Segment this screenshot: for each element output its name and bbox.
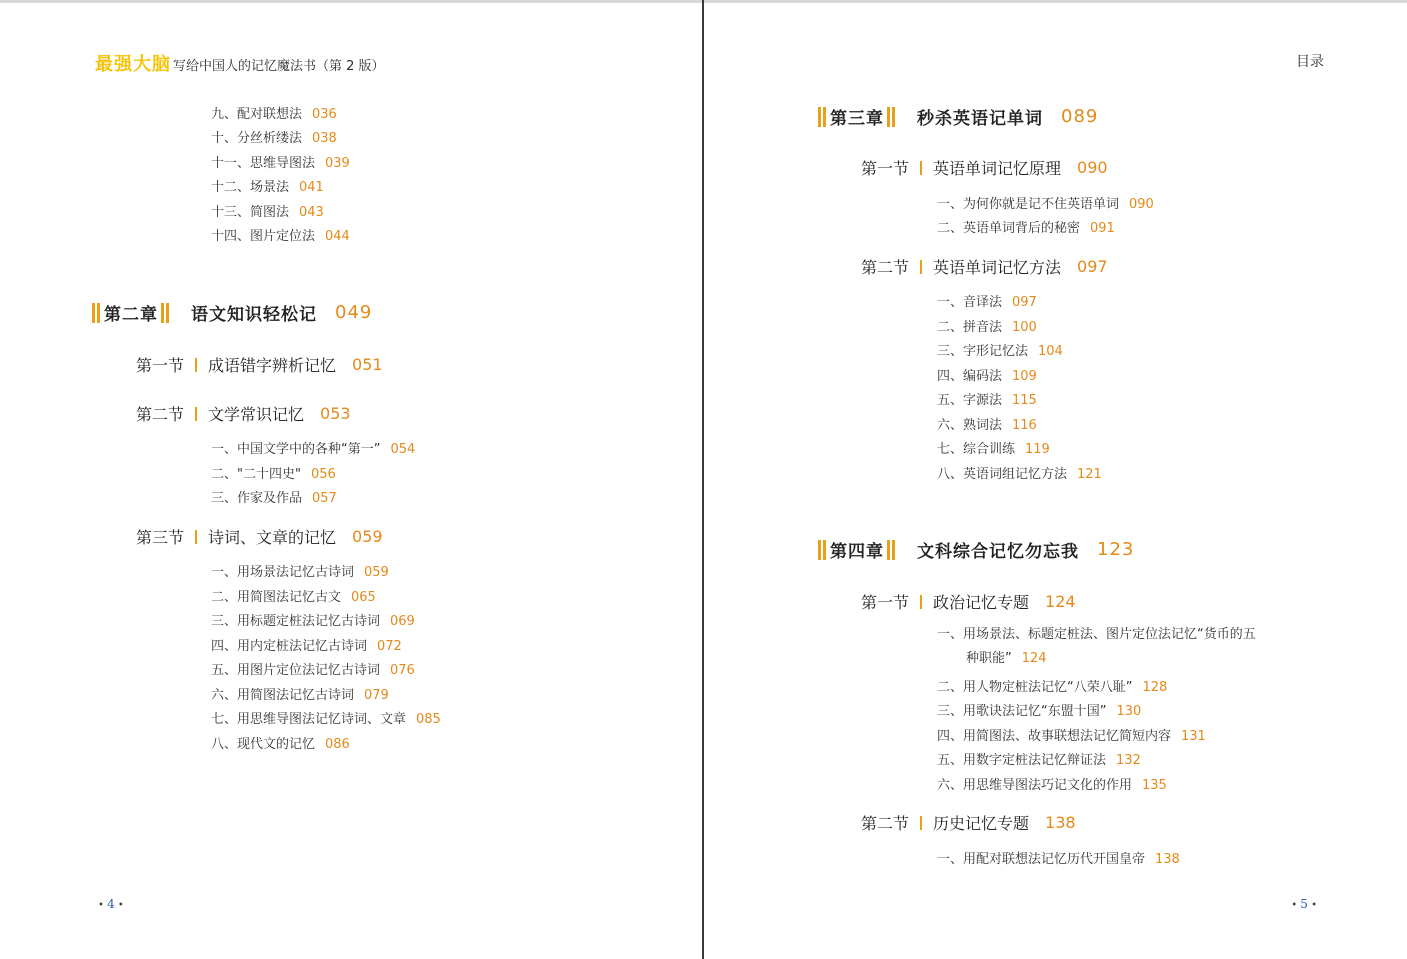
toc-item[interactable]: 八、现代文的记忆 086 [211,737,350,752]
chapter-page: 049 [335,302,373,323]
page-number: • 5 • [1291,897,1317,911]
toc-item[interactable]: 四、编码法 109 [937,369,1037,384]
book-title: 写给中国人的记忆魔法书（第 2 版） [173,59,385,74]
toc-item[interactable]: 一、用场景法、标题定桩法、图片定位法记忆“货币的五 种职能” 124 [937,627,1256,666]
toc-item[interactable]: 七、用思维导图法记忆诗词、文章 085 [211,712,441,727]
toc-item[interactable]: 四、用内定桩法记忆古诗词 072 [211,639,402,654]
toc-item[interactable]: 十、分丝析缕法 038 [211,131,337,146]
toc-item[interactable]: 五、字源法 115 [937,393,1037,408]
toc-item[interactable]: 六、用思维导图法巧记文化的作用 135 [937,778,1167,793]
toc-item[interactable]: 一、中国文学中的各种“第一” 054 [211,442,416,457]
toc-item[interactable]: 十二、场景法 041 [211,180,324,195]
toc-item[interactable]: 十一、思维导图法 039 [211,156,350,171]
section-heading[interactable]: 第二节 历史记忆专题 138 [861,813,1076,833]
toc-item[interactable]: 六、熟词法 116 [937,418,1037,433]
toc-item[interactable]: 五、用图片定位法记忆古诗词 076 [211,663,415,678]
toc-item[interactable]: 三、用歌诀法记忆“东盟十国” 130 [937,704,1142,719]
toc-item[interactable]: 一、用场景法记忆古诗词 059 [211,565,389,580]
toc-item[interactable]: 二、"二十四史" 056 [211,467,336,482]
toc-item[interactable]: 二、拼音法 100 [937,320,1037,335]
chapter-heading[interactable]: 第四章 文科综合记忆勿忘我 123 [818,537,1134,562]
section-heading[interactable]: 第一节 成语错字辨析记忆 051 [136,355,383,375]
toc-item[interactable]: 七、综合训练 119 [937,442,1050,457]
chapter-heading[interactable]: 第三章 秒杀英语记单词 089 [818,104,1098,129]
section-heading[interactable]: 第二节 英语单词记忆方法 097 [861,257,1108,277]
toc-item[interactable]: 二、用简图法记忆古文 065 [211,590,376,605]
toc-item[interactable]: 十四、图片定位法 044 [211,229,350,244]
toc-item[interactable]: 八、英语词组记忆方法 121 [937,467,1102,482]
running-head-contents: 目录 [1296,54,1324,70]
toc-item[interactable]: 六、用简图法记忆古诗词 079 [211,688,389,703]
toc-item[interactable]: 九、配对联想法 036 [211,107,337,122]
toc-item[interactable]: 三、字形记忆法 104 [937,344,1063,359]
section-heading[interactable]: 第一节 政治记忆专题 124 [861,592,1076,612]
section-heading[interactable]: 第三节 诗词、文章的记忆 059 [136,527,383,547]
section-heading[interactable]: 第一节 英语单词记忆原理 090 [861,158,1108,178]
page-number: • 4 • [98,897,124,911]
toc-item[interactable]: 十三、简图法 043 [211,205,324,220]
running-head [95,50,385,76]
section-heading[interactable]: 第二节 文学常识记忆 053 [136,404,351,424]
toc-item[interactable]: 三、作家及作品 057 [211,491,337,506]
toc-item[interactable]: 一、为何你就是记不住英语单词 090 [937,197,1154,212]
toc-item[interactable]: 四、用简图法、故事联想法记忆简短内容 131 [937,729,1206,744]
toc-item[interactable]: 二、英语单词背后的秘密 091 [937,221,1115,236]
left-page [0,0,702,959]
toc-item[interactable]: 一、音译法 097 [937,295,1037,310]
toc-item[interactable]: 一、用配对联想法记忆历代开国皇帝 138 [937,852,1180,867]
toc-item[interactable]: 三、用标题定桩法记忆古诗词 069 [211,614,415,629]
toc-item[interactable]: 二、用人物定桩法记忆“八荣八耻” 128 [937,680,1168,695]
chapter-title: 语文知识轻松记 [191,305,317,325]
brand-logo: 最强大脑 [95,54,171,75]
right-page [704,0,1407,959]
chapter-label: 第二章 [104,305,158,325]
chapter-heading[interactable] [92,300,372,325]
toc-item[interactable]: 五、用数字定桩法记忆辩证法 132 [937,753,1141,768]
